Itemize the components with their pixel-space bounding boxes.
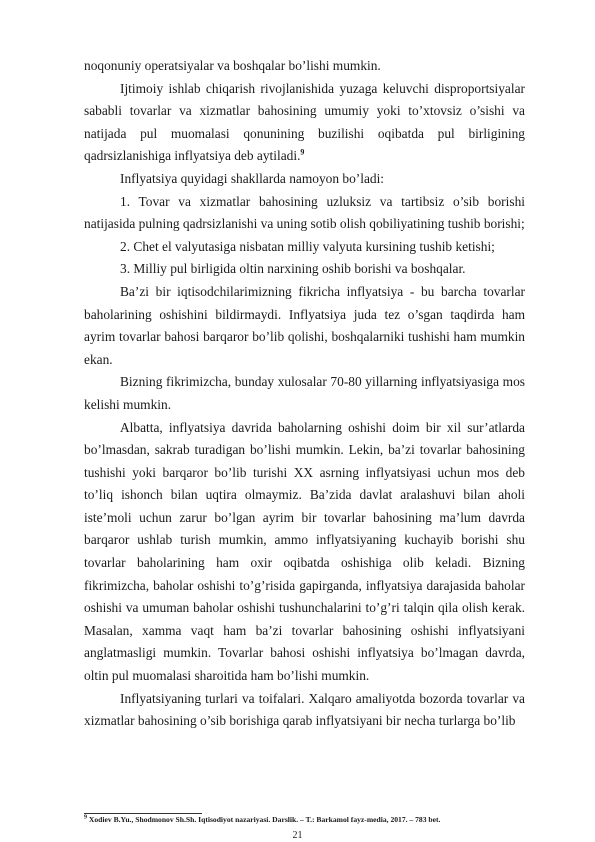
- page-number: 21: [292, 830, 303, 841]
- list-item-2: 2. Chet el valyutasiga nisbatan milliy valyuta kursining tushib ketishi;: [120, 238, 495, 254]
- list-item-3: 3. Milliy pul birligida oltin narxining oshib borishi va boshqalar.: [120, 261, 466, 277]
- list-item-1: 1. Tovar va xizmatlar bahosining uzluksiz va tartibsiz o’sib borishi natijasida pulning qadrsizlanishi va uning sotib olish qobiliyatining tushib borishi;: [84, 193, 525, 232]
- footnote-number: 9: [84, 814, 87, 821]
- footnote: [84, 815, 544, 825]
- paragraph-7: Bizning fikrimizcha, bunday xulosalar 70-80 yillarning inflyatsiyasiga mos kelishi mumkin.: [84, 374, 525, 412]
- paragraph-9: Inflyatsiyaning turlari va toifalari. Xalqaro amaliyotda bozorda tovarlar va xizmatlar bahosining o’sib borishiga qarab inflyatsiyani bir necha turlarga bo’lib: [84, 690, 525, 729]
- paragraph-6: Ba’zi bir iqtisodchilarimizning fikricha inflyatsiya - bu barcha tovarlar baholarining oshishini bildirmaydi. Inflyatsiya juda tez o’sgan taqdirda ham ayrim tovarlar bahosi barqaror bo’lib qolishi, boshqalarniki tushishi ham mumkin ekan.: [84, 283, 525, 367]
- paragraph-8: Albatta, inflyatsiya davrida baholarning oshishi doim bir xil sur’atlarda bo’lmasdan, sakrab turadigan bo’lishi mumkin. Lekin, ba’zi tovarlar bahosining tushishi yoki barqaror bo’lib turishi XX asrning inflyatsiyasi uchun mos deb to’liq ishonch bilan uqtira olmaymiz. Ba’zida davlat aralashuvi bilan aholi iste’moli uchun zarur bo’lgan ayrim bir tovarlar bahosining ma’lum davrda barqaror ushlab turish mumkin, ammo inflyatsiyaning kuchayib borishi shu tovarlar baholarining ham oxir oqibatda oshishiga olib keladi. Bizning fikrimizcha, baholar oshishi to’g’risida gapirganda, inflyatsiya darajasida baholar oshishi va umuman baholar oshishi tushunchalarini to’g’ri talqin qila olish kerak. Masalan, xamma vaqt ham ba’zi tovarlar bahosining oshishi inflyatsiyani anglatmasligi mumkin. Tovarlar bahosi oshishi inflyatsiya bo’lmagan davrda, oltin pul muomalasi sharoitida ham bo’lishi mumkin.: [84, 419, 525, 684]
- paragraph-2: Inflyatsiya quyidagi shakllarda namoyon bo’ladi:: [120, 170, 385, 186]
- footnote-text: Xodiev B.Yu., Shodmonov Sh.Sh. Iqtisodiyot nazariyasi. Darslik. – T.: Barkamol fayz-media, 2017. – 783 bet.: [87, 815, 441, 824]
- footnote-divider: [84, 813, 202, 814]
- paragraph-1-text: Ijtimoiy ishlab chiqarish rivojlanishida yuzaga keluvchi disproportsiyalar sababli tovarlar va xizmatlar bahosining umumiy yoki to’xtovsiz o’sishi va natijada pul muomalasi qonunining buzilishi oqibatda pul birligining qadrsizlanishiga inflyatsiya deb aytiladi.: [84, 80, 525, 164]
- paragraph-1: [84, 78, 525, 168]
- footnote-reference[interactable]: 9: [300, 147, 305, 157]
- paragraph-0: noqonuniy operatsiyalar va boshqalar bo’lishi mumkin.: [84, 58, 381, 73]
- page-body: [84, 55, 525, 733]
